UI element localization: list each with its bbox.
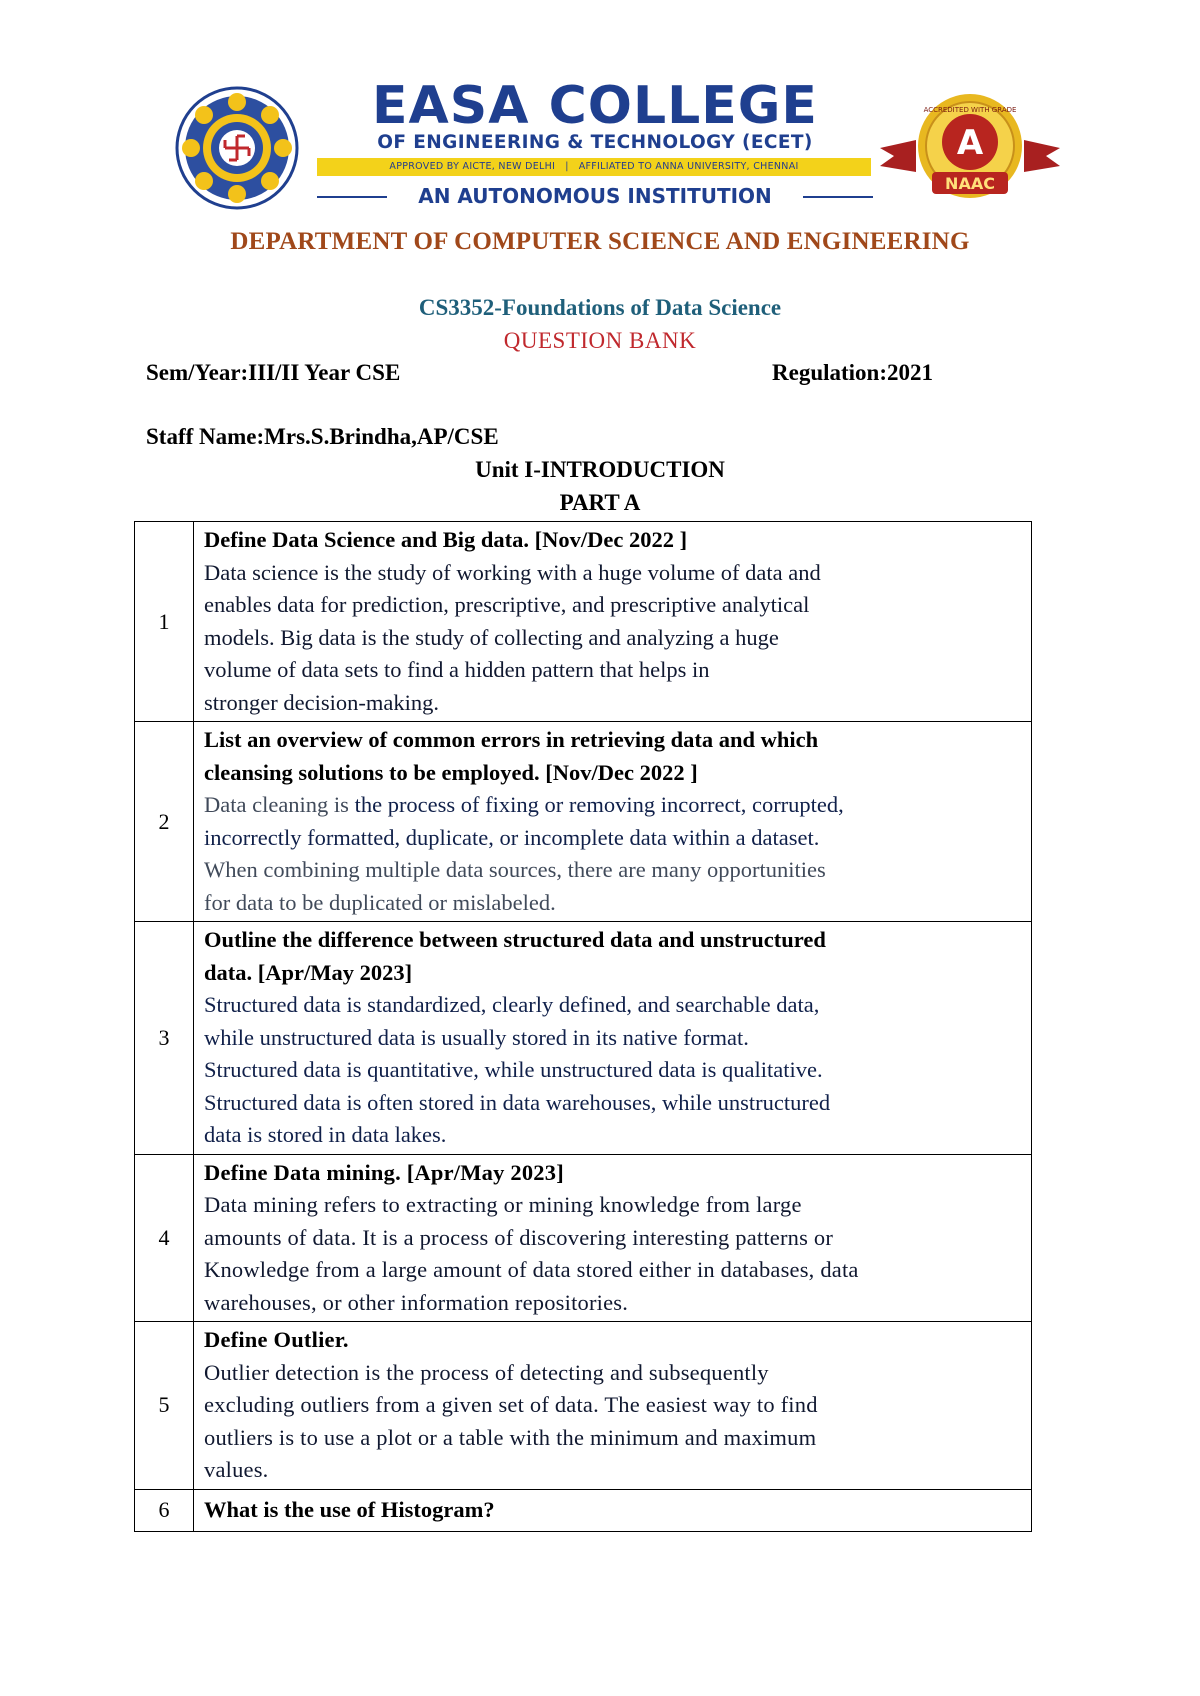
answer-line: excluding outliers from a given set of data. The easiest way to find bbox=[204, 1392, 818, 1417]
question-number: 4 bbox=[135, 1154, 194, 1322]
naac-badge-logo bbox=[880, 90, 1060, 210]
unit-title: Unit I-INTRODUCTION bbox=[475, 457, 725, 482]
question-number: 6 bbox=[135, 1489, 194, 1531]
question-text: Define Data Science and Big data. [Nov/Dec 2022 ] bbox=[204, 527, 688, 552]
question-number: 3 bbox=[135, 922, 194, 1155]
autonomous-label: AN AUTONOMOUS INSTITUTION bbox=[418, 184, 772, 208]
table-row bbox=[135, 922, 1032, 1155]
naac-label: NAAC bbox=[945, 174, 995, 193]
question-cell bbox=[194, 1322, 1032, 1490]
question-number: 1 bbox=[135, 522, 194, 722]
answer-line: Knowledge from a large amount of data stored either in databases, data bbox=[204, 1257, 859, 1282]
answer-line: Data science is the study of working with a huge volume of data and bbox=[204, 559, 821, 585]
answer-line: for data to be duplicated or mislabeled. bbox=[204, 889, 556, 915]
question-text: cleansing solutions to be employed. [Nov/Dec 2022 ] bbox=[204, 759, 698, 785]
answer-line: Outlier detection is the process of detecting and subsequently bbox=[204, 1359, 769, 1385]
question-number: 5 bbox=[135, 1322, 194, 1490]
answer-line: When combining multiple data sources, there are many opportunities bbox=[204, 857, 826, 882]
naac-ribbon-text: ACCREDITED WITH GRADE bbox=[923, 106, 1017, 114]
college-title-block bbox=[315, 76, 875, 212]
staff-name: Staff Name:Mrs.S.Brindha,AP/CSE bbox=[146, 424, 499, 449]
question-table bbox=[134, 521, 1032, 1532]
college-banner bbox=[175, 76, 1075, 212]
answer-line: Data mining refers to extracting or mining knowledge from large bbox=[204, 1192, 802, 1217]
answer-line: while unstructured data is usually stored in its native format. bbox=[204, 1024, 749, 1050]
college-seal-logo bbox=[175, 86, 299, 210]
answer-line: Structured data is often stored in data warehouses, while unstructured bbox=[204, 1089, 831, 1115]
naac-grade: A bbox=[956, 123, 984, 163]
part-title: PART A bbox=[559, 490, 641, 515]
question-cell bbox=[194, 1154, 1032, 1322]
autonomous-row bbox=[315, 182, 875, 210]
regulation: Regulation:2021 bbox=[772, 360, 933, 385]
question-cell bbox=[194, 522, 1032, 722]
college-subtitle: OF ENGINEERING & TECHNOLOGY (ECET) bbox=[377, 132, 813, 153]
approval-strip bbox=[317, 158, 871, 176]
answer-lead: Data cleaning is bbox=[204, 792, 355, 817]
answer-line: Structured data is quantitative, while unstructured data is qualitative. bbox=[204, 1057, 823, 1082]
answer-line: amounts of data. It is a process of discovering interesting patterns or bbox=[204, 1224, 834, 1250]
answer-line: values. bbox=[204, 1457, 269, 1482]
table-row bbox=[135, 1489, 1032, 1531]
answer-line: volume of data sets to find a hidden pattern that helps in bbox=[204, 657, 710, 682]
question-text: data. [Apr/May 2023] bbox=[204, 959, 413, 985]
course-title: CS3352-Foundations of Data Science bbox=[418, 295, 782, 320]
sem-year: Sem/Year:III/II Year CSE bbox=[146, 360, 401, 385]
table-row bbox=[135, 1154, 1032, 1322]
table-row bbox=[135, 722, 1032, 922]
answer-line: models. Big data is the study of collecting and analyzing a huge bbox=[204, 624, 779, 650]
department-title: DEPARTMENT OF COMPUTER SCIENCE AND ENGINEERING bbox=[230, 228, 970, 255]
approval-right: AFFILIATED TO ANNA UNIVERSITY, CHENNAI bbox=[578, 161, 799, 172]
approval-separator: | bbox=[565, 161, 569, 172]
question-text: Outline the difference between structured data and unstructured bbox=[204, 927, 826, 952]
question-number: 2 bbox=[135, 722, 194, 922]
question-bank-title: QUESTION BANK bbox=[503, 328, 697, 353]
question-cell bbox=[194, 1489, 1032, 1531]
question-text: List an overview of common errors in retrieving data and which bbox=[204, 727, 819, 752]
approval-left: APPROVED BY AICTE, NEW DELHI bbox=[389, 161, 556, 172]
answer-line: warehouses, or other information repositories. bbox=[204, 1289, 629, 1315]
college-name: EASA COLLEGE bbox=[372, 76, 818, 136]
answer-line: data is stored in data lakes. bbox=[204, 1122, 447, 1147]
table-row bbox=[135, 1322, 1032, 1490]
answer-line: stronger decision-making. bbox=[204, 689, 439, 715]
answer-lead-rest: the process of fixing or removing incorrect, corrupted, bbox=[354, 792, 844, 817]
answer-line: incorrectly formatted, duplicate, or incomplete data within a dataset. bbox=[204, 824, 820, 850]
table-row bbox=[135, 522, 1032, 722]
question-text: Define Outlier. bbox=[204, 1327, 349, 1352]
answer-line: enables data for prediction, prescriptive, and prescriptive analytical bbox=[204, 592, 810, 617]
divider-rule bbox=[803, 196, 873, 198]
answer-line: Structured data is standardized, clearly defined, and searchable data, bbox=[204, 992, 820, 1017]
question-cell bbox=[194, 722, 1032, 922]
question-text: Define Data mining. [Apr/May 2023] bbox=[204, 1159, 564, 1185]
answer-line: outliers is to use a plot or a table with the minimum and maximum bbox=[204, 1424, 817, 1450]
answer-line bbox=[204, 789, 1019, 822]
question-cell bbox=[194, 922, 1032, 1155]
question-text: What is the use of Histogram? bbox=[204, 1496, 495, 1522]
